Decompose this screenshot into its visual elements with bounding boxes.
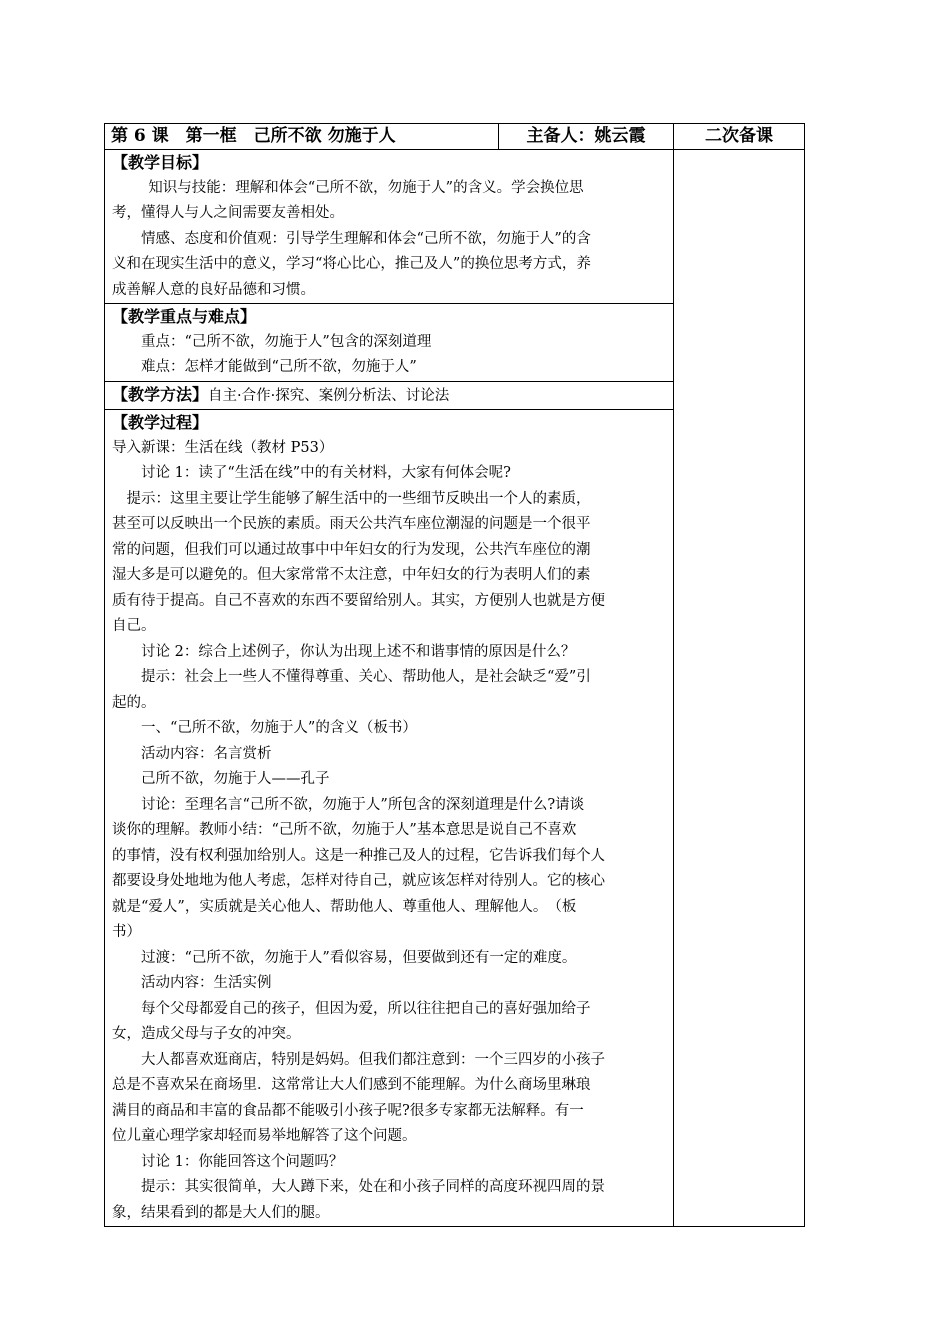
methods-text: 自主·合作·探究、案例分析法、讨论法 <box>208 387 450 404</box>
process-section <box>105 410 674 1227</box>
process-line: 导入新课：生活在线（教材 P53） <box>112 439 334 456</box>
process-line: 提示：社会上一些人不懂得尊重、关心、帮助他人，是社会缺乏“爱”引 <box>141 669 591 685</box>
goals-line: 情感、态度和价值观：引导学生理解和体会“己所不欲，勿施于人”的含 <box>141 230 591 247</box>
process-line: 活动内容：名言赏析 <box>141 745 272 762</box>
process-line: 质有待于提高。自己不喜欢的东西不要留给别人。其实，方便别人也就是方便 <box>112 592 605 609</box>
process-line: 过渡：“己所不欲，勿施于人”看似容易，但要做到还有一定的难度。 <box>141 949 577 966</box>
header-row <box>105 124 805 150</box>
goals-heading: 【教学目标】 <box>112 153 209 172</box>
second-prep-header: 二次备课 <box>674 124 805 150</box>
process-line: 总是不喜欢呆在商场里．这常常让大人们感到不能理解。为什么商场里琳琅 <box>112 1077 591 1093</box>
keypoints-line: 难点：怎样才能做到“己所不欲，勿施于人” <box>141 359 417 375</box>
process-line: 的事情，没有权利强加给别人。这是一种推己及人的过程，它告诉我们每个人 <box>112 847 605 864</box>
process-line: 提示：这里主要让学生能够了解生活中的一些细节反映出一个人的素质， <box>126 490 591 507</box>
keypoints-section <box>105 304 674 382</box>
process-line: 活动内容：生活实例 <box>141 975 272 991</box>
lesson-plan-table <box>104 123 805 1227</box>
process-line: 起的。 <box>112 694 156 711</box>
process-line: 讨论 1：你能回答这个问题吗？ <box>141 1153 344 1170</box>
process-line: 一、“己所不欲，勿施于人”的含义（板书） <box>141 720 417 736</box>
second-prep-column <box>674 150 805 1227</box>
process-line: 甚至可以反映出一个民族的素质。雨天公共汽车座位潮湿的问题是一个很平 <box>112 516 591 532</box>
process-line: 谈你的理解。教师小结：“己所不欲，勿施于人”基本意思是说自己不喜欢 <box>112 822 577 838</box>
goals-section <box>105 150 674 304</box>
process-line: 讨论 2：综合上述例子，你认为出现上述不和谐事情的原因是什么？ <box>141 643 576 660</box>
process-line: 常的问题，但我们可以通过故事中中年妇女的行为发现，公共汽车座位的潮 <box>112 541 591 558</box>
process-line: 书） <box>112 924 141 940</box>
process-line: 象，结果看到的都是大人们的腿。 <box>112 1204 330 1221</box>
process-line: 都要设身处地地为他人考虑，怎样对待自己，就应该怎样对待别人。它的核心 <box>112 873 605 889</box>
process-line: 女，造成父母与子女的冲突。 <box>112 1026 301 1042</box>
process-line: 提示：其实很简单，大人蹲下来，处在和小孩子同样的高度环视四周的景 <box>141 1179 605 1195</box>
methods-heading: 【教学方法】 <box>112 384 209 404</box>
process-heading: 【教学过程】 <box>112 413 209 432</box>
process-line: 大人都喜欢逛商店，特别是妈妈。但我们都注意到：一个三四岁的小孩子 <box>141 1051 605 1068</box>
process-line: 满目的商品和丰富的食品都不能吸引小孩子呢?很多专家都无法解释。有一 <box>112 1102 584 1119</box>
methods-section <box>105 381 674 410</box>
goals-line: 知识与技能：理解和体会“己所不欲，勿施于人”的含义。学会换位思 <box>148 179 584 196</box>
process-line: 自己。 <box>112 618 156 634</box>
goals-line: 义和在现实生活中的意义，学习“将心比心，推己及人”的换位思考方式，养 <box>112 256 591 272</box>
process-line: 讨论 1：读了“生活在线”中的有关材料，大家有何体会呢? <box>141 465 511 481</box>
process-line: 就是“爱人”，实质就是关心他人、帮助他人、尊重他人、理解他人。 （板 <box>112 898 577 915</box>
keypoints-line: 重点：“己所不欲，勿施于人”包含的深刻道理 <box>141 333 432 350</box>
goals-line: 成善解人意的良好品德和习惯。 <box>112 281 315 298</box>
goals-line: 考，懂得人与人之间需要友善相处。 <box>112 205 344 221</box>
process-line: 己所不欲，勿施于人——孔子 <box>141 771 330 787</box>
keypoints-heading: 【教学重点与难点】 <box>112 307 257 326</box>
lesson-author: 主备人：姚云霞 <box>499 124 674 150</box>
process-line: 讨论：至理名言“己所不欲，勿施于人”所包含的深刻道理是什么?请谈 <box>141 796 585 813</box>
process-line: 湿大多是可以避免的。但大家常常不太注意，中年妇女的行为表明人们的素 <box>112 567 591 583</box>
process-line: 位儿童心理学家却轻而易举地解答了这个问题。 <box>112 1128 417 1144</box>
lesson-title: 第 6 课 第一框 己所不欲 勿施于人 <box>105 124 499 150</box>
process-line: 每个父母都爱自己的孩子，但因为爱，所以往往把自己的喜好强加给子 <box>141 1000 591 1017</box>
